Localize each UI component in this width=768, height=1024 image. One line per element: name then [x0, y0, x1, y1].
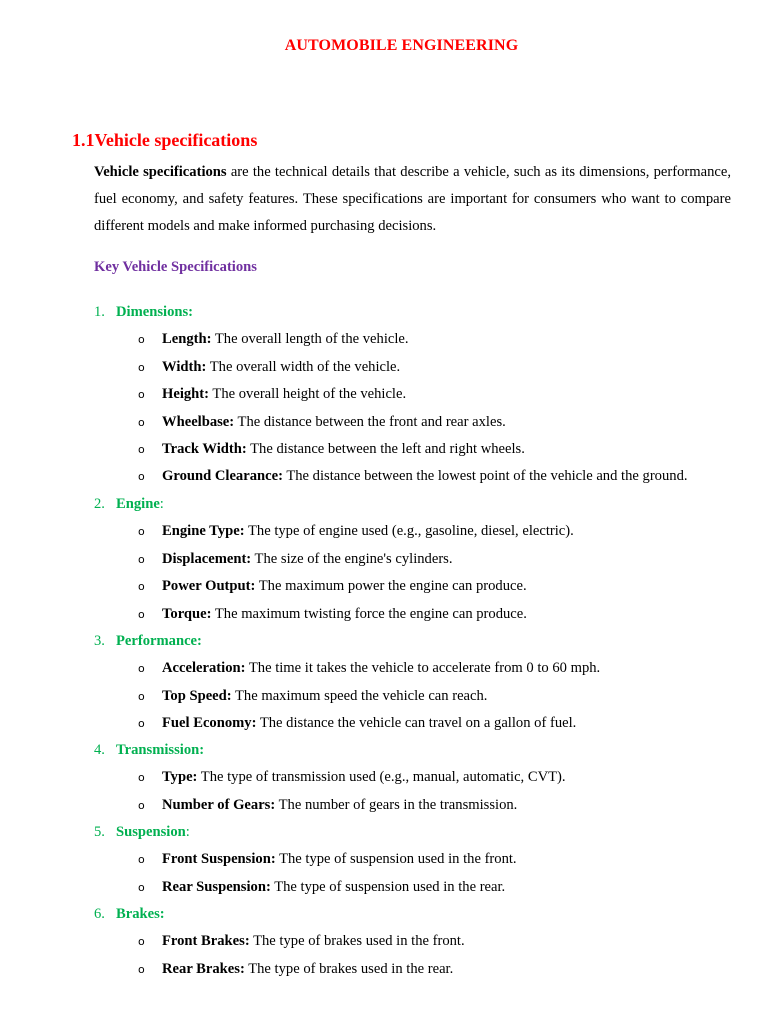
spec-term: Width:: [162, 358, 207, 375]
intro-paragraph: [94, 159, 731, 240]
spec-category: [94, 633, 202, 650]
spec-item: [138, 578, 527, 595]
spec-category: [94, 824, 190, 841]
spec-item: [138, 606, 527, 623]
category-number: 4.: [94, 742, 105, 758]
spec-description: The overall length of the vehicle.: [211, 331, 409, 348]
spec-description: The maximum speed the vehicle can reach.: [231, 687, 488, 704]
section-heading: 1.1Vehicle specifications: [72, 130, 258, 150]
category-number: 5.: [94, 824, 105, 840]
spec-item: [138, 359, 400, 376]
spec-description: The overall height of the vehicle.: [209, 386, 407, 403]
bullet-marker: o: [138, 689, 145, 703]
bullet-marker: o: [138, 333, 145, 347]
intro-text: are the technical details that describe a vehicle, such as its dimensions, performance, fuel economy, and safety features. These specifications are important for consumers who want to compare different models and make informed purchasing decisions.: [94, 164, 731, 234]
spec-item: [138, 386, 406, 403]
spec-term: Engine Type:: [162, 523, 245, 540]
bullet-marker: o: [138, 525, 145, 539]
spec-term: Front Suspension:: [162, 851, 276, 868]
spec-description: The number of gears in the transmission.: [275, 796, 518, 813]
spec-term: Wheelbase:: [162, 413, 235, 430]
spec-item: [138, 441, 525, 458]
spec-term: Fuel Economy:: [162, 715, 257, 732]
spec-term: Torque:: [162, 605, 212, 622]
category-colon: :: [159, 496, 164, 512]
spec-category: [94, 742, 204, 759]
spec-category: [94, 906, 165, 923]
spec-description: The distance between the front and rear axles.: [234, 413, 506, 430]
bullet-marker: o: [138, 552, 145, 566]
spec-item: [138, 331, 409, 348]
spec-term: Rear Brakes:: [162, 960, 245, 977]
spec-description: The maximum twisting force the engine can produce.: [211, 605, 527, 622]
spec-item: [138, 688, 487, 705]
spec-term: Rear Suspension:: [162, 878, 271, 895]
bullet-marker: o: [138, 470, 145, 484]
bullet-marker: o: [138, 962, 145, 976]
category-name: Brakes:: [116, 906, 165, 922]
bullet-marker: o: [138, 717, 145, 731]
category-number: 2.: [94, 496, 105, 512]
spec-description: The time it takes the vehicle to accelerate from 0 to 60 mph.: [245, 660, 601, 677]
category-colon: :: [185, 824, 190, 840]
bullet-marker: o: [138, 388, 145, 402]
category-number: 1.: [94, 304, 105, 320]
category-name: Engine: [116, 496, 160, 512]
spec-item: [138, 879, 505, 896]
bullet-marker: o: [138, 580, 145, 594]
bullet-marker: o: [138, 360, 145, 374]
spec-description: The maximum power the engine can produce.: [255, 578, 527, 595]
spec-term: Number of Gears:: [162, 796, 276, 813]
spec-item: [138, 715, 576, 732]
spec-item: [138, 769, 566, 786]
bullet-marker: o: [138, 935, 145, 949]
spec-description: The size of the engine's cylinders.: [251, 550, 453, 567]
category-number: 6.: [94, 906, 105, 922]
category-name: Performance:: [116, 633, 202, 649]
bullet-marker: o: [138, 662, 145, 676]
spec-item: [138, 414, 506, 431]
spec-item: [138, 660, 600, 677]
spec-item: [138, 933, 465, 950]
spec-description: The type of brakes used in the front.: [249, 933, 465, 950]
spec-term: Height:: [162, 386, 210, 403]
bullet-marker: o: [138, 415, 145, 429]
spec-description: The distance between the left and right wheels.: [246, 441, 525, 457]
spec-description: The distance between the lowest point of the vehicle and the ground.: [282, 468, 688, 485]
spec-term: Displacement:: [162, 550, 252, 567]
bullet-marker: o: [138, 853, 145, 867]
spec-description: The type of suspension used in the rear.: [270, 878, 506, 895]
spec-description: The overall width of the vehicle.: [206, 358, 401, 375]
spec-category: [94, 496, 164, 513]
bullet-marker: o: [138, 443, 145, 456]
spec-item: [138, 468, 688, 485]
spec-description: The type of engine used (e.g., gasoline, diesel, electric).: [244, 523, 574, 540]
spec-term: Acceleration:: [162, 660, 246, 677]
spec-description: The type of transmission used (e.g., manual, automatic, CVT).: [197, 769, 566, 786]
category-name: Transmission:: [116, 742, 205, 758]
spec-category: [94, 304, 193, 321]
category-name: Suspension: [116, 824, 186, 840]
bullet-marker: o: [138, 880, 145, 894]
document-title: AUTOMOBILE ENGINEERING: [284, 37, 519, 54]
bullet-marker: o: [138, 607, 145, 621]
spec-description: The type of suspension used in the front.: [275, 851, 517, 868]
spec-item: [138, 551, 453, 568]
intro-term: Vehicle specifications: [94, 164, 227, 180]
spec-term: Ground Clearance:: [162, 468, 283, 485]
spec-item: [138, 523, 574, 540]
spec-term: Length:: [162, 331, 212, 348]
spec-term: Front Brakes:: [162, 933, 250, 950]
spec-term: Type:: [162, 769, 198, 786]
key-specs-subheading: Key Vehicle Specifications: [94, 259, 257, 275]
bullet-marker: o: [138, 798, 145, 812]
category-number: 3.: [94, 633, 105, 649]
spec-item: [138, 851, 517, 868]
spec-term: Top Speed:: [162, 687, 232, 704]
bullet-marker: o: [138, 771, 145, 785]
spec-item: [138, 961, 453, 978]
spec-description: The type of brakes used in the rear.: [244, 960, 454, 977]
category-name: Dimensions:: [116, 304, 194, 320]
spec-description: The distance the vehicle can travel on a gallon of fuel.: [256, 715, 577, 732]
spec-term: Power Output:: [162, 578, 256, 595]
spec-item: [138, 797, 517, 814]
spec-term: Track Width:: [162, 441, 247, 457]
